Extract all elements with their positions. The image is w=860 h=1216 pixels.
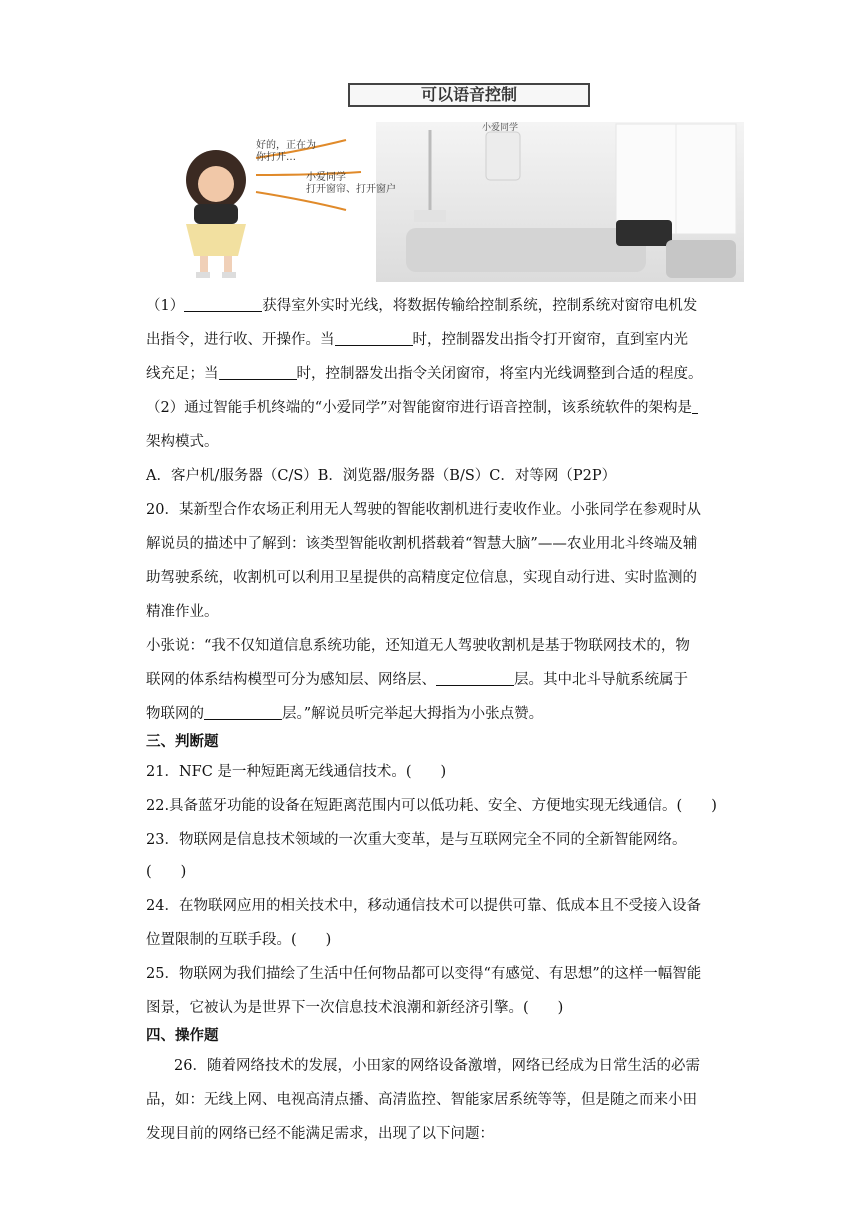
q26-line-2: 品，如：无线上网、电视高清点播、高清监控、智能家居系统等等，但是随之而来小田 — [146, 1092, 697, 1108]
answer-blank[interactable] — [219, 365, 297, 380]
answer-blank[interactable] — [204, 705, 282, 720]
q25-line-1: 25．物联网为我们描绘了生活中任何物品都可以变得“有感觉、有思想”的这样一幅智能 — [146, 966, 702, 982]
q19-line-4: （2）通过智能手机终端的“小爱同学”对智能窗帘进行语音控制，该系统软件的架构是 — [146, 398, 698, 418]
q19-line-3: 线充足；当 时，控制器发出指令关闭窗帘，将室内光线调整到合适的程度。 — [146, 366, 703, 382]
q20-line-7: 物联网的 层。”解说员听完举起大拇指为小张点赞。 — [146, 706, 544, 722]
banner-title: 可以语音控制 — [420, 85, 518, 104]
q23-line-2: ( ) — [146, 864, 187, 880]
q22: 22.具备蓝牙功能的设备在短距离范围内可以低功耗、安全、方便地实现无线通信。( ) — [146, 798, 717, 814]
q20-line-5: 小张说：“我不仅知道信息系统功能，还知道无人驾驶收割机是基于物联网技术的，物 — [146, 638, 690, 654]
q24-line-2: 位置限制的互联手段。( ) — [146, 932, 332, 948]
answer-blank[interactable] — [436, 671, 514, 686]
q23-line-1: 23．物联网是信息技术领域的一次重大变革，是与互联网完全不同的全新智能网络。 — [146, 832, 687, 848]
q20-line-1: 20．某新型合作农场正利用无人驾驶的智能收割机进行麦收作业。小张同学在参观时从 — [146, 502, 701, 518]
q26-line-3: 发现目前的网络已经不能满足需求，出现了以下问题： — [146, 1126, 494, 1142]
q26-line-1: 26．随着网络技术的发展，小田家的网络设备激增，网络已经成为日常生活的必需 — [174, 1058, 700, 1074]
answer-blank[interactable] — [335, 331, 413, 346]
section-3-title: 三、判断题 — [146, 734, 219, 750]
q21: 21．NFC 是一种短距离无线通信技术。( ) — [146, 764, 447, 780]
q20-line-2: 解说员的描述中了解到：该类型智能收割机搭载着“智慧大脑”——农业用北斗终端及辅 — [146, 536, 698, 552]
answer-blank[interactable] — [692, 399, 698, 414]
section-4-title: 四、操作题 — [146, 1028, 219, 1044]
response-bubble-line1: 好的，正在为 — [256, 140, 316, 151]
command-bubble-line2: 打开窗帘、打开窗户 — [306, 184, 396, 195]
answer-blank[interactable] — [184, 297, 262, 312]
q19-line-2: 出指令，进行收、开操作。当 时，控制器发出指令打开窗帘，直到室内光 — [146, 332, 688, 348]
q20-line-6: 联网的体系结构模型可分为感知层、网络层、 层。其中北斗导航系统属于 — [146, 672, 688, 688]
device-label: 小爱同学 — [482, 123, 519, 133]
q20-line-3: 助驾驶系统，收割机可以利用卫星提供的高精度定位信息，实现自动行进、实时监测的 — [146, 570, 697, 586]
q25-line-2: 图景，它被认为是世界下一次信息技术浪潮和新经济引擎。( ) — [146, 1000, 564, 1016]
q20-line-4: 精准作业。 — [146, 604, 219, 620]
q19-line-5: 架构模式。 — [146, 434, 219, 450]
smart-home-voice-control-image — [146, 80, 744, 282]
q19-options: A．客户机/服务器（C/S）B．浏览器/服务器（B/S）C．对等网（P2P） — [146, 468, 617, 484]
q19-line-1: （1） 获得室外实时光线，将数据传输给控制系统，控制系统对窗帘电机发 — [146, 298, 698, 314]
q24-line-1: 24．在物联网应用的相关技术中，移动通信技术可以提供可靠、低成本且不受接入设备 — [146, 898, 701, 914]
command-bubble-line1: 小爱同学 — [306, 172, 346, 183]
response-bubble-line2: 你打开… — [256, 152, 296, 163]
